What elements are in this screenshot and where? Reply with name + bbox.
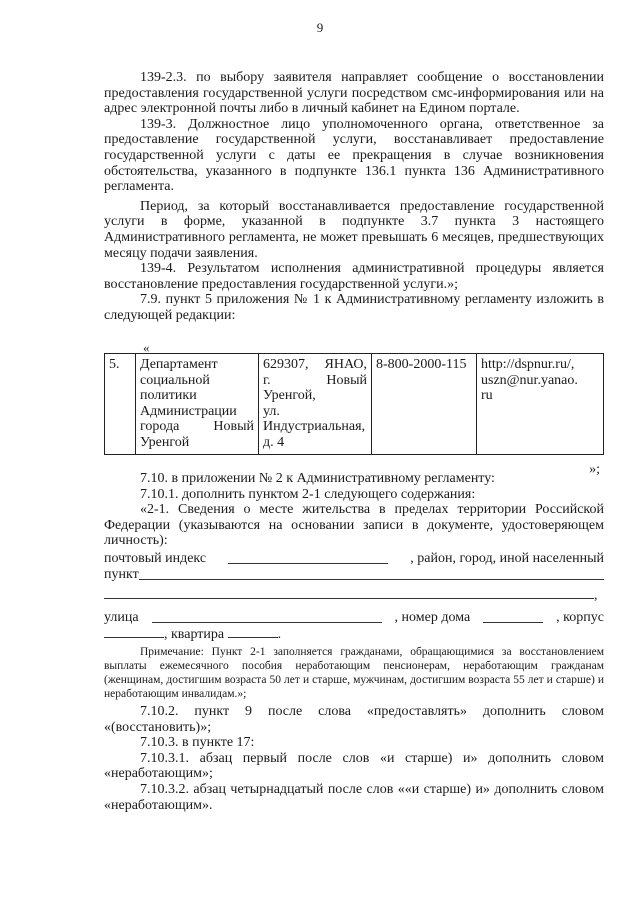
top-section bbox=[104, 70, 604, 324]
building-field bbox=[104, 625, 164, 638]
paragraph-139-4: 139-4. Результатом исполнения административной процедуры является восстановление предоставления государственной услуги.»; bbox=[104, 261, 604, 292]
paragraph-7-10-2: 7.10.2. пункт 9 после слова «предоставлять» дополнить словом «(восстановить)»; bbox=[104, 703, 604, 735]
department-table bbox=[104, 353, 604, 455]
paragraph-139-3: 139-3. Должностное лицо уполномоченного органа, ответственное за предоставление государственной услуги, восстанавливает предоставление государственной услуги с даты ее прекращения в случае возникновения обстоятельства, указанного в подпункте 136.1 пункта 136 Административного регламента. bbox=[104, 116, 604, 195]
paragraph-period: Период, за который восстанавливается предоставление государственной услуги в форме, указанной в подпункте 3.7 пункта 3 настоящего Административного регламента, не может превышать 6 месяцев, предшествующих месяцу подачи заявления. bbox=[104, 198, 604, 261]
form-postal-line bbox=[104, 551, 604, 567]
org-line: Уренгой bbox=[140, 434, 190, 450]
apartment-end: . bbox=[277, 627, 282, 643]
point-field-continuation bbox=[104, 586, 594, 599]
paragraph-7-10-3-1: 7.10.3.1. абзац первый после слов «и старше) и» дополнить словом «неработающим»; bbox=[104, 750, 604, 782]
web-line: uszn@nur.yanao. bbox=[481, 372, 578, 388]
org-line: Администрации bbox=[140, 403, 237, 419]
org-line: политики bbox=[140, 388, 197, 404]
house-label: , номер дома bbox=[394, 609, 471, 625]
page-number: 9 bbox=[316, 20, 324, 35]
address-line: ул. bbox=[263, 403, 280, 419]
cell-phone: 8-800-2000-115 bbox=[372, 354, 477, 455]
note-paragraph: Примечание: Пункт 2-1 заполняется гражданами, обращающимися за восстановлением выплаты ежемесячного пособия неработающим пенсионерам, неработающим гражданам (женщинам, достигшим возраста 50 лет и старше, мужчинам, достигшим возраста 55 лет и старше) и неработающим инвалидам.»; bbox=[104, 645, 604, 700]
paragraph-7-10-3: 7.10.3. в пункте 17: bbox=[140, 735, 255, 751]
street-label: улица bbox=[104, 609, 139, 625]
address-line: Уренгой, bbox=[263, 388, 316, 404]
cell-web bbox=[477, 354, 604, 455]
postal-label: почтовый индекс bbox=[104, 550, 207, 566]
paragraph-139-2-3: 139-2.3. по выбору заявителя направляет сообщение о восстановлении предоставления государственной услуги посредством смс-информирования или на адрес электронной почты либо в личный кабинет на Едином портале. bbox=[104, 70, 604, 117]
paragraph-7-10: 7.10. в приложении № 2 к Административному регламенту: bbox=[140, 471, 495, 486]
quote-open: « bbox=[143, 340, 150, 355]
address-line: г. Новый bbox=[263, 372, 367, 388]
middle-section bbox=[104, 471, 604, 813]
house-field bbox=[483, 610, 543, 623]
paragraph-7-10-1: 7.10.1. дополнить пунктом 2-1 следующего содержания: bbox=[140, 486, 476, 502]
point-line-end: , bbox=[594, 588, 598, 604]
web-line: http://dspnur.ru/, bbox=[481, 357, 575, 372]
point-field bbox=[139, 567, 604, 580]
point-label: пункт bbox=[104, 566, 139, 582]
postal-field bbox=[228, 551, 388, 564]
paragraph-7-9: 7.9. пункт 5 приложения № 1 к Административному регламенту изложить в следующей редакции: bbox=[104, 292, 604, 323]
form-street-line bbox=[104, 610, 604, 626]
form-apartment-line bbox=[104, 625, 604, 643]
table-row bbox=[105, 354, 604, 455]
apartment-field bbox=[228, 625, 278, 638]
cell-number: 5. bbox=[105, 354, 136, 455]
cell-organization bbox=[136, 354, 259, 455]
form-point-line bbox=[104, 567, 604, 583]
org-line: города Новый bbox=[140, 419, 254, 435]
cell-address bbox=[259, 354, 372, 455]
form-point-continuation bbox=[104, 586, 604, 604]
address-line: д. 4 bbox=[263, 434, 285, 450]
org-line: Департамент bbox=[140, 357, 218, 372]
street-field bbox=[152, 610, 382, 623]
address-line: Индустриальная, bbox=[263, 419, 366, 435]
address-line: 629307, ЯНАО, bbox=[263, 357, 367, 372]
apartment-label: , квартира bbox=[164, 627, 225, 643]
org-line: социальной bbox=[140, 372, 210, 388]
quote-close: »; bbox=[589, 462, 600, 477]
web-line: ru bbox=[481, 388, 493, 404]
postal-suffix: , район, город, иной населенный bbox=[410, 550, 604, 566]
building-label: , корпус bbox=[556, 609, 604, 625]
paragraph-7-10-3-2: 7.10.3.2. абзац четырнадцатый после слов ««и старше) и» дополнить словом «неработающим». bbox=[104, 781, 604, 813]
paragraph-2-1: «2-1. Сведения о месте жительства в пределах территории Российской Федерации (указываются на основании записи в документе, удостоверяющем личность): bbox=[104, 502, 604, 549]
